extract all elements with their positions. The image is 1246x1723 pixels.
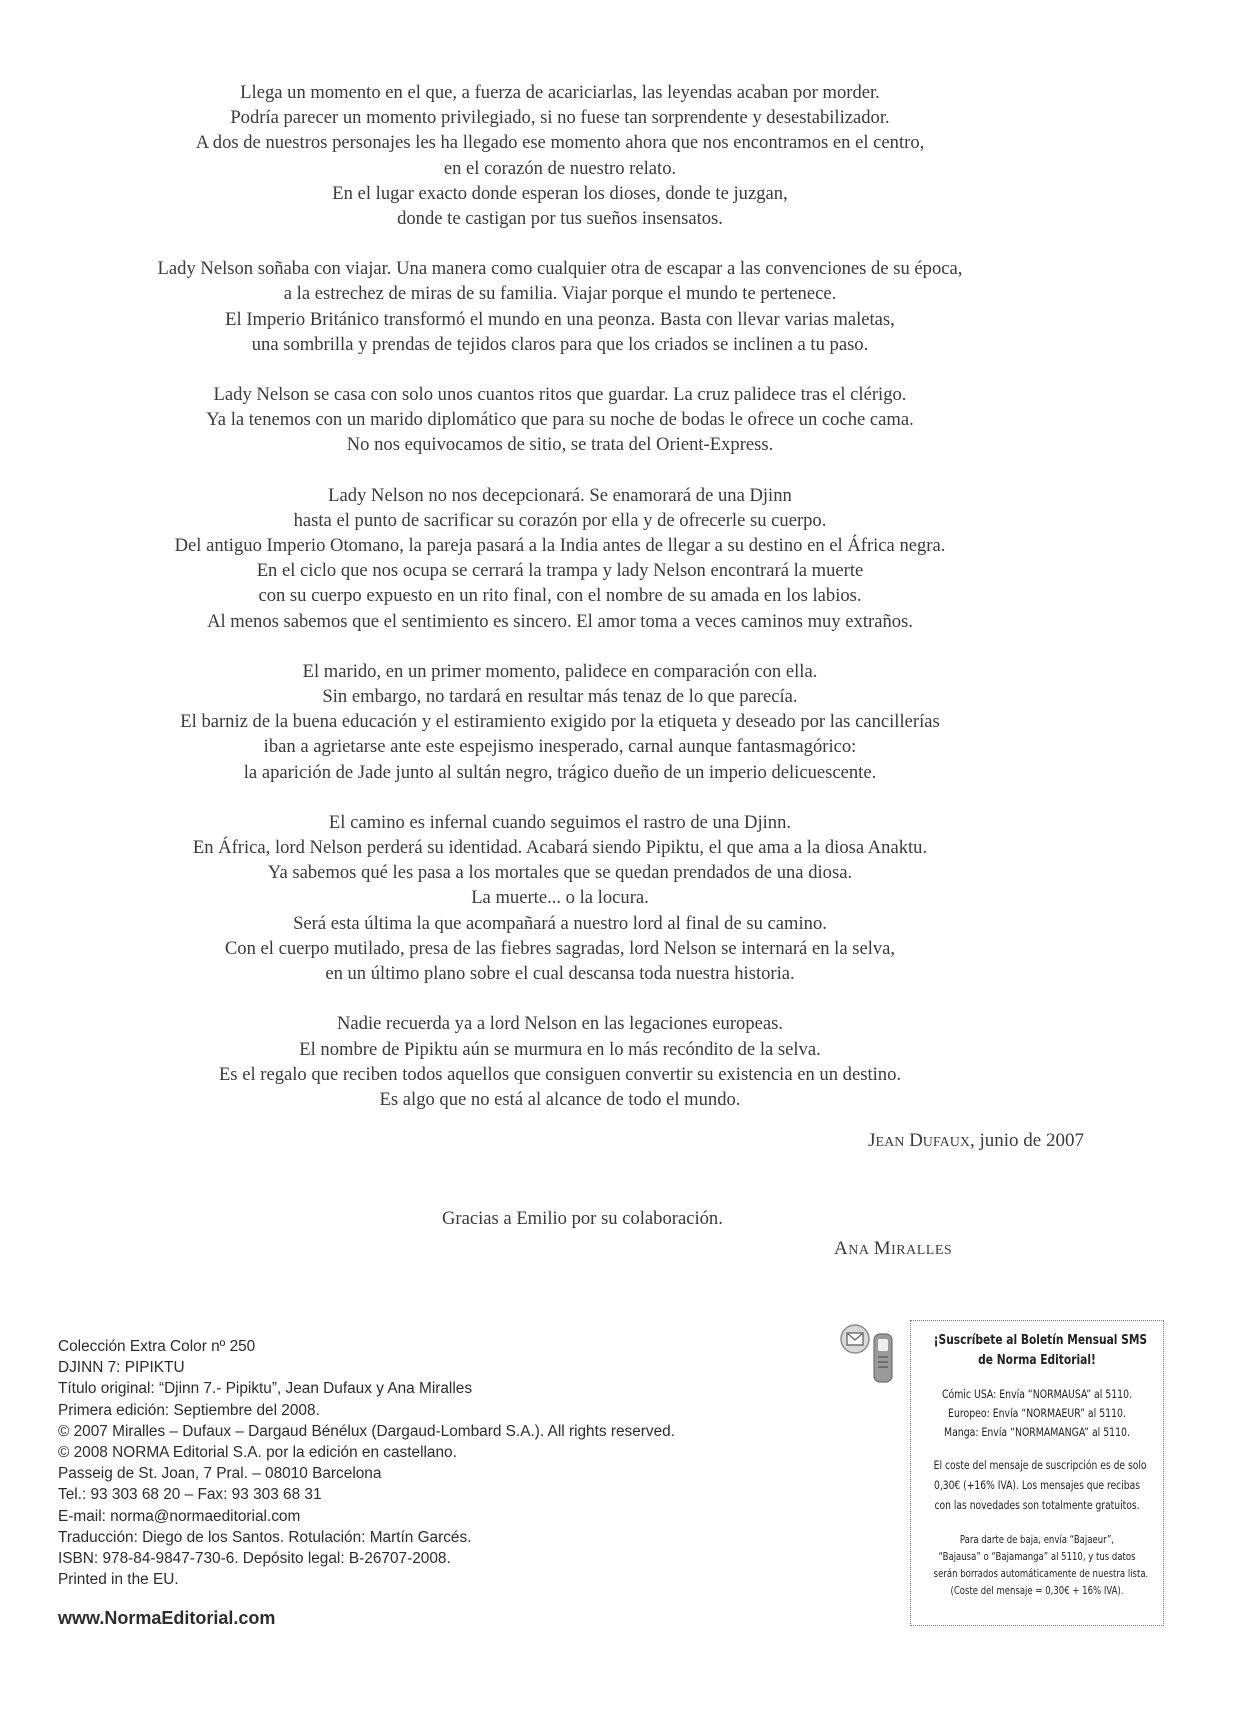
prologue-paragraph bbox=[60, 382, 1060, 458]
credit-line: © 2007 Miralles – Dufaux – Dargaud Bénélux (Dargaud-Lombard S.A.). All rights reserved. bbox=[58, 1422, 676, 1440]
author-last-initial: D bbox=[909, 1130, 923, 1151]
sms-unsubscribe-line: serán borrados automáticamente de nuestra lista. bbox=[933, 1568, 1149, 1580]
author-last-rest: UFAUX bbox=[922, 1135, 970, 1150]
website-link[interactable]: www.NormaEditorial.com bbox=[58, 1608, 276, 1628]
prologue-line: hasta el punto de sacrificar su corazón por ella y de ofrecerle su cuerpo. bbox=[293, 509, 827, 531]
credit-line: Tel.: 93 303 68 20 – Fax: 93 303 68 31 bbox=[58, 1486, 322, 1504]
sms-subscribe-lines bbox=[934, 1385, 1141, 1442]
prologue-line: Lady Nelson soñaba con viajar. Una manera como cualquier otra de escapar a las convenciones de su época, bbox=[157, 258, 963, 280]
prologue-line: Con el cuerpo mutilado, presa de las fiebres sagradas, lord Nelson se internará en la selva, bbox=[224, 937, 896, 959]
sms-title-line: ¡Suscríbete al Boletín Mensual SMS bbox=[933, 1333, 1148, 1348]
prologue-line: Es el regalo que reciben todos aquellos que consiguen convertir su existencia en un destino. bbox=[218, 1063, 902, 1085]
prologue-paragraph bbox=[60, 659, 1060, 785]
sms-unsubscribe-note bbox=[933, 1532, 1149, 1600]
credit-line: E-mail: norma@normaeditorial.com bbox=[58, 1507, 301, 1525]
sms-subscribe-line: Europeo: Envía “NORMAEUR” al 5110. bbox=[948, 1406, 1126, 1420]
sms-title bbox=[933, 1331, 1148, 1371]
artist-signature bbox=[834, 1238, 952, 1260]
sms-newsletter-box bbox=[910, 1320, 1164, 1626]
credit-line: DJINN 7: PIPIKTU bbox=[58, 1359, 185, 1377]
credit-line: Colección Extra Color nº 250 bbox=[58, 1338, 256, 1355]
prologue-line: En África, lord Nelson perderá su identidad. Acabará siendo Pipiktu, el que ama a la diosa Anaktu. bbox=[192, 837, 928, 859]
sms-unsubscribe-line: (Coste del mensaje = 0,30€ + 16% IVA). bbox=[950, 1585, 1124, 1597]
prologue-line: a la estrechez de miras de su familia. Viajar porque el mundo te pertenece. bbox=[283, 283, 837, 305]
author-first-initial: J bbox=[868, 1130, 876, 1151]
prologue-line: la aparición de Jade junto al sultán negro, trágico dueño de un imperio delicuescente. bbox=[243, 761, 877, 783]
prologue-paragraph bbox=[60, 80, 1060, 231]
prologue-line: El camino es infernal cuando seguimos el rastro de una Djinn. bbox=[328, 811, 792, 833]
prologue-line: Será esta última la que acompañará a nuestro lord al final de su camino. bbox=[293, 912, 827, 934]
prologue-line: En el lugar exacto donde esperan los dioses, donde te juzgan, bbox=[332, 182, 788, 204]
prologue-paragraph bbox=[60, 1011, 1060, 1112]
prologue-line: Lady Nelson se casa con solo unos cuantos ritos que guardar. La cruz palidece tras el clérigo. bbox=[213, 384, 907, 406]
prologue-line: Es algo que no está al alcance de todo el mundo. bbox=[379, 1088, 741, 1110]
sms-cost-line: El coste del mensaje de suscripción es de solo bbox=[933, 1459, 1147, 1472]
prologue-line: con su cuerpo expuesto en un rito final, con el nombre de su amada en los labios. bbox=[258, 585, 862, 607]
credit-line: ISBN: 978-84-9847-730-6. Depósito legal: B-26707-2008. bbox=[58, 1550, 451, 1568]
prologue-line: En el ciclo que nos ocupa se cerrará la trampa y lady Nelson encontrará la muerte bbox=[256, 560, 864, 582]
credit-line: © 2008 NORMA Editorial S.A. por la edición en castellano. bbox=[58, 1444, 457, 1462]
credit-line: Primera edición: Septiembre del 2008. bbox=[58, 1401, 320, 1419]
sms-title-line: de Norma Editorial! bbox=[978, 1353, 1096, 1368]
prologue-line: donde te castigan por tus sueños insensatos. bbox=[397, 208, 723, 230]
phone-message-icon bbox=[838, 1320, 898, 1386]
sms-cost-note bbox=[933, 1456, 1147, 1516]
prologue-text bbox=[60, 80, 1060, 1137]
credit-line: Traducción: Diego de los Santos. Rotulación: Martín Garcés. bbox=[58, 1528, 472, 1546]
acknowledgement: Gracias a Emilio por su colaboración. bbox=[442, 1208, 723, 1229]
prologue-line: en el corazón de nuestro relato. bbox=[443, 157, 677, 179]
author-first-rest: EAN bbox=[875, 1135, 905, 1150]
artist-first-rest: NA bbox=[848, 1243, 870, 1258]
prologue-paragraph bbox=[60, 810, 1060, 986]
prologue-line: iban a agrietarse ante este espejismo inesperado, carnal aunque fantasmagórico: bbox=[263, 736, 857, 758]
prologue-paragraph bbox=[60, 483, 1060, 634]
prologue-line: La muerte... o la locura. bbox=[471, 887, 649, 909]
credit-line: Título original: “Djinn 7.- Pipiktu”, Jean Dufaux y Ana Miralles bbox=[58, 1380, 473, 1398]
prologue-line: Podría parecer un momento privilegiado, si no fuese tan sorprendente y desestabilizador. bbox=[230, 107, 890, 129]
prologue-line: El marido, en un primer momento, palidece en comparación con ella. bbox=[302, 660, 818, 682]
prologue-line: Nadie recuerda ya a lord Nelson en las legaciones europeas. bbox=[336, 1013, 784, 1035]
sms-unsubscribe-line: “Bajausa” o “Bajamanga” al 5110, y tus datos bbox=[938, 1551, 1136, 1563]
sms-subscribe-line: Cómic USA: Envía “NORMAUSA” al 5110. bbox=[941, 1387, 1133, 1401]
prologue-line: Sin embargo, no tardará en resultar más tenaz de lo que parecía. bbox=[322, 686, 798, 708]
prologue-line: El barniz de la buena educación y el estiramiento exigido por la etiqueta y deseado por las cancillerías bbox=[180, 711, 940, 733]
author-signature bbox=[868, 1130, 1084, 1152]
sms-cost-line: 0,30€ (+16% IVA). Los mensajes que recibas bbox=[933, 1479, 1140, 1492]
prologue-line: Ya la tenemos con un marido diplomático que para su noche de bodas le ofrece un coche cama. bbox=[206, 409, 914, 431]
prologue-line: No nos equivocamos de sitio, se trata del Orient-Express. bbox=[346, 434, 774, 456]
credit-line: Printed in the EU. bbox=[58, 1571, 179, 1589]
sms-cost-line: con las novedades son totalmente gratuitos. bbox=[934, 1499, 1140, 1512]
prologue-line: en un último plano sobre el cual descansa toda nuestra historia. bbox=[325, 963, 795, 985]
prologue-line: A dos de nuestros personajes les ha llegado ese momento ahora que nos encontramos en el centro, bbox=[195, 132, 925, 154]
sms-subscribe-line: Manga: Envía “NORMAMANGA” al 5110. bbox=[944, 1425, 1130, 1439]
artist-last-initial: M bbox=[873, 1238, 892, 1259]
prologue-line: Del antiguo Imperio Otomano, la pareja pasará a la India antes de llegar a su destino en el África negra. bbox=[174, 535, 946, 557]
prologue-line: Lady Nelson no nos decepcionará. Se enamorará de una Djinn bbox=[328, 484, 792, 506]
artist-first-initial: A bbox=[834, 1238, 849, 1259]
prologue-line: El Imperio Británico transformó el mundo en una peonza. Basta con llevar varias maletas, bbox=[225, 308, 895, 330]
credit-line: Passeig de St. Joan, 7 Pral. – 08010 Barcelona bbox=[58, 1465, 382, 1483]
publication-credits bbox=[58, 1336, 675, 1590]
prologue-line: Al menos sabemos que el sentimiento es sincero. El amor toma a veces caminos muy extraños. bbox=[207, 610, 913, 632]
prologue-paragraph bbox=[60, 256, 1060, 357]
prologue-line: Llega un momento en el que, a fuerza de acariciarlas, las leyendas acaban por morder. bbox=[240, 82, 880, 103]
prologue-line: Ya sabemos qué les pasa a los mortales que se quedan prendados de una diosa. bbox=[267, 862, 853, 884]
prologue-line: El nombre de Pipiktu aún se murmura en lo más recóndito de la selva. bbox=[299, 1038, 821, 1060]
prologue-line: una sombrilla y prendas de tejidos claros para que los criados se inclinen a tu paso. bbox=[251, 333, 869, 355]
signature-date: , junio de 2007 bbox=[970, 1130, 1084, 1151]
sms-unsubscribe-line: Para darte de baja, envía “Bajaeur”, bbox=[959, 1534, 1115, 1546]
artist-last-rest: IRALLES bbox=[891, 1243, 953, 1258]
